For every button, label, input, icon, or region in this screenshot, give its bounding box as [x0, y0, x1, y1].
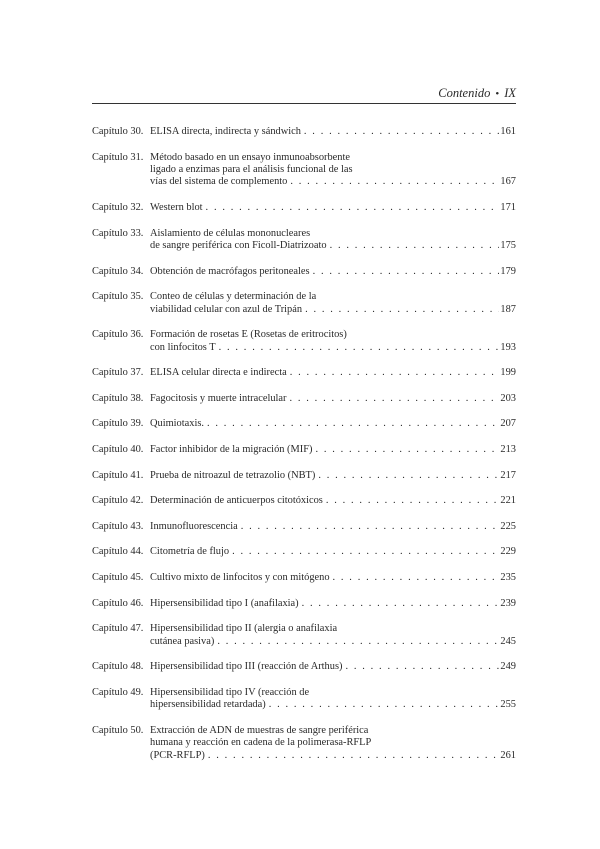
chapter-title-last-line	[150, 572, 516, 584]
page-number: 193	[500, 341, 516, 353]
toc-entry[interactable]	[92, 661, 516, 673]
chapter-title-text: Hipersensibilidad tipo III (reacción de Arthus)	[150, 661, 343, 673]
page-number: 179	[500, 265, 516, 277]
toc-entry[interactable]	[92, 418, 516, 430]
chapter-title-line: Conteo de células y determinación de la	[150, 291, 317, 303]
toc-entry[interactable]	[92, 470, 516, 482]
dot-leader	[232, 546, 499, 558]
toc-entry[interactable]	[92, 126, 516, 138]
dot-leader	[217, 636, 499, 648]
running-header	[92, 86, 516, 101]
chapter-title	[150, 444, 516, 456]
dot-leader	[289, 393, 499, 405]
chapter-title-last-line	[150, 176, 516, 188]
chapter-number: Capítulo 49.	[92, 686, 144, 698]
page-number: 199	[500, 367, 516, 379]
page-number: 249	[500, 661, 516, 673]
chapter-title-last-line	[150, 393, 516, 405]
page-number: 171	[500, 202, 516, 213]
toc-entry[interactable]	[92, 598, 516, 610]
dot-leader	[333, 572, 500, 584]
toc-entry[interactable]	[92, 228, 516, 253]
page-number: 245	[500, 635, 516, 647]
toc-entry[interactable]	[92, 546, 516, 558]
chapter-title-text: Cultivo mixto de linfocitos y con mitógeno	[150, 571, 330, 583]
toc-entry[interactable]	[92, 367, 516, 379]
chapter-title-line: humana y reacción en cadena de la polimerasa-RFLP	[150, 737, 372, 749]
dot-leader	[315, 444, 499, 456]
chapter-title	[150, 661, 516, 673]
chapter-title-last-line	[150, 444, 516, 456]
chapter-title	[150, 329, 516, 354]
chapter-number: Capítulo 46.	[92, 597, 144, 609]
page-number: 161	[500, 126, 516, 137]
header-rule	[92, 103, 516, 104]
chapter-title-last-line	[150, 304, 516, 316]
toc-entry[interactable]	[92, 266, 516, 278]
chapter-title-text: Inmunofluorescencia	[150, 520, 238, 532]
chapter-title	[150, 623, 516, 648]
chapter-title-last-line	[150, 418, 516, 430]
chapter-title	[150, 495, 516, 507]
chapter-number: Capítulo 36.	[92, 329, 144, 341]
chapter-title-text: Obtención de macrófagos peritoneales	[150, 265, 310, 277]
chapter-number: Capítulo 32.	[92, 202, 144, 213]
page-number: 239	[500, 597, 516, 609]
chapter-title-last-line	[150, 699, 516, 711]
chapter-title-text: Citometría de flujo	[150, 546, 230, 558]
toc-entry[interactable]	[92, 495, 516, 507]
toc-entry[interactable]	[92, 623, 516, 648]
chapter-number: Capítulo 44.	[92, 546, 144, 558]
chapter-number: Capítulo 37.	[92, 367, 144, 379]
chapter-title-last-line	[150, 598, 516, 610]
chapter-title	[150, 725, 516, 762]
chapter-number: Capítulo 30.	[92, 126, 144, 137]
chapter-number: Capítulo 31.	[92, 151, 144, 163]
page-number: 203	[500, 392, 516, 404]
page-number: 255	[500, 699, 516, 711]
page-number: 235	[500, 571, 516, 583]
dot-leader	[206, 202, 500, 214]
chapter-title-line: Hipersensibilidad tipo IV (reacción de	[150, 686, 310, 698]
chapter-title-last-line	[150, 661, 516, 673]
toc-entry[interactable]	[92, 521, 516, 533]
dot-leader	[208, 750, 500, 762]
chapter-title-last-line	[150, 126, 516, 138]
chapter-title-text: ELISA directa, indirecta y sándwich	[150, 126, 301, 137]
chapter-number: Capítulo 39.	[92, 418, 144, 430]
chapter-title	[150, 546, 516, 558]
toc-entry[interactable]	[92, 291, 516, 316]
chapter-title-text: viabilidad celular con azul de Tripán	[150, 303, 303, 315]
chapter-title-text: (PCR-RFLP)	[150, 749, 205, 761]
chapter-number: Capítulo 47.	[92, 623, 144, 635]
chapter-title-text: ELISA celular directa e indirecta	[150, 367, 287, 379]
dot-leader	[305, 304, 499, 316]
chapter-number: Capítulo 38.	[92, 392, 144, 404]
page-number: 221	[500, 495, 516, 507]
chapter-title	[150, 202, 516, 214]
dot-leader	[318, 470, 499, 482]
chapter-title-text: cutánea pasiva)	[150, 635, 215, 647]
chapter-title-last-line	[150, 202, 516, 214]
chapter-title	[150, 521, 516, 533]
page-number: 213	[500, 443, 516, 455]
dot-leader	[345, 661, 499, 673]
chapter-title	[150, 266, 516, 278]
header-bullet: •	[495, 88, 500, 100]
chapter-title-line: Método basado en un ensayo inmunoabsorbente	[150, 151, 350, 163]
chapter-title-last-line	[150, 367, 516, 379]
chapter-title	[150, 393, 516, 405]
chapter-title-last-line	[150, 495, 516, 507]
toc-entry[interactable]	[92, 202, 516, 214]
dot-leader	[326, 495, 500, 507]
dot-leader	[304, 126, 500, 138]
chapter-number: Capítulo 45.	[92, 571, 144, 583]
chapter-title-last-line	[150, 240, 516, 252]
table-of-contents	[92, 126, 516, 775]
chapter-title-last-line	[150, 546, 516, 558]
chapter-title	[150, 152, 516, 189]
chapter-title-text: de sangre periférica con Ficoll-Diatrizoato	[150, 240, 327, 251]
chapter-number: Capítulo 50.	[92, 724, 144, 736]
chapter-title	[150, 367, 516, 379]
dot-leader	[313, 266, 500, 278]
chapter-number: Capítulo 40.	[92, 443, 144, 455]
chapter-title	[150, 228, 516, 253]
chapter-number: Capítulo 33.	[92, 227, 144, 239]
header-section: Contenido	[438, 86, 491, 100]
chapter-title-text: Factor inhibidor de la migración (MIF)	[150, 443, 313, 455]
chapter-title-text: Fagocitosis y muerte intracelular	[150, 392, 287, 404]
chapter-title	[150, 687, 516, 712]
page-number: 229	[500, 546, 516, 558]
chapter-title-line: Hipersensibilidad tipo II (alergia o anafilaxia	[150, 623, 338, 635]
chapter-number: Capítulo 43.	[92, 520, 144, 532]
page-number: 175	[500, 240, 516, 251]
dot-leader	[330, 240, 500, 252]
chapter-number: Capítulo 41.	[92, 469, 144, 481]
toc-entry[interactable]	[92, 572, 516, 584]
chapter-title-last-line	[150, 266, 516, 278]
dot-leader	[290, 176, 499, 188]
toc-entry[interactable]	[92, 725, 516, 762]
chapter-title	[150, 572, 516, 584]
toc-entry[interactable]	[92, 393, 516, 405]
chapter-title-line: Extracción de ADN de muestras de sangre periférica	[150, 724, 369, 736]
page-number: 207	[500, 418, 516, 430]
toc-entry[interactable]	[92, 329, 516, 354]
chapter-number: Capítulo 42.	[92, 495, 144, 507]
page-number: 261	[500, 749, 516, 761]
dot-leader	[207, 418, 499, 430]
toc-entry[interactable]	[92, 152, 516, 189]
chapter-title-line: Formación de rosetas E (Rosetas de eritrocitos)	[150, 329, 347, 341]
dot-leader	[241, 521, 500, 533]
toc-entry[interactable]	[92, 444, 516, 456]
dot-leader	[302, 598, 500, 610]
chapter-title-last-line	[150, 342, 516, 354]
chapter-title-text: Quimiotaxis.	[150, 418, 204, 430]
chapter-title-text: Hipersensibilidad tipo I (anafilaxia)	[150, 597, 299, 609]
chapter-title-last-line	[150, 750, 516, 762]
chapter-title-text: Prueba de nitroazul de tetrazolio (NBT)	[150, 469, 316, 481]
dot-leader	[219, 342, 500, 354]
chapter-number: Capítulo 34.	[92, 265, 144, 277]
chapter-title-text: Western blot	[150, 202, 203, 213]
page-number: 217	[500, 469, 516, 481]
chapter-title-last-line	[150, 521, 516, 533]
chapter-title	[150, 418, 516, 430]
chapter-title-text: con linfocitos T	[150, 341, 216, 353]
chapter-title-text: Determinación de anticuerpos citotóxicos	[150, 495, 323, 507]
dot-leader	[290, 367, 500, 379]
chapter-title-last-line	[150, 636, 516, 648]
chapter-title-line: ligado a enzimas para el análisis funcional de las	[150, 164, 353, 175]
page-number: 167	[500, 176, 516, 188]
chapter-title-line: Aislamiento de células mononucleares	[150, 227, 311, 239]
page-number: 225	[500, 520, 516, 532]
chapter-title	[150, 291, 516, 316]
dot-leader	[269, 699, 500, 711]
chapter-title-text: vías del sistema de complemento	[150, 176, 288, 188]
chapter-title	[150, 470, 516, 482]
toc-entry[interactable]	[92, 687, 516, 712]
header-page-number: IX	[504, 86, 516, 100]
chapter-title-last-line	[150, 470, 516, 482]
chapter-title	[150, 126, 516, 138]
chapter-number: Capítulo 35.	[92, 291, 144, 303]
page-number: 187	[500, 303, 516, 315]
chapter-title	[150, 598, 516, 610]
chapter-title-text: hipersensibilidad retardada)	[150, 699, 266, 711]
chapter-number: Capítulo 48.	[92, 661, 144, 673]
